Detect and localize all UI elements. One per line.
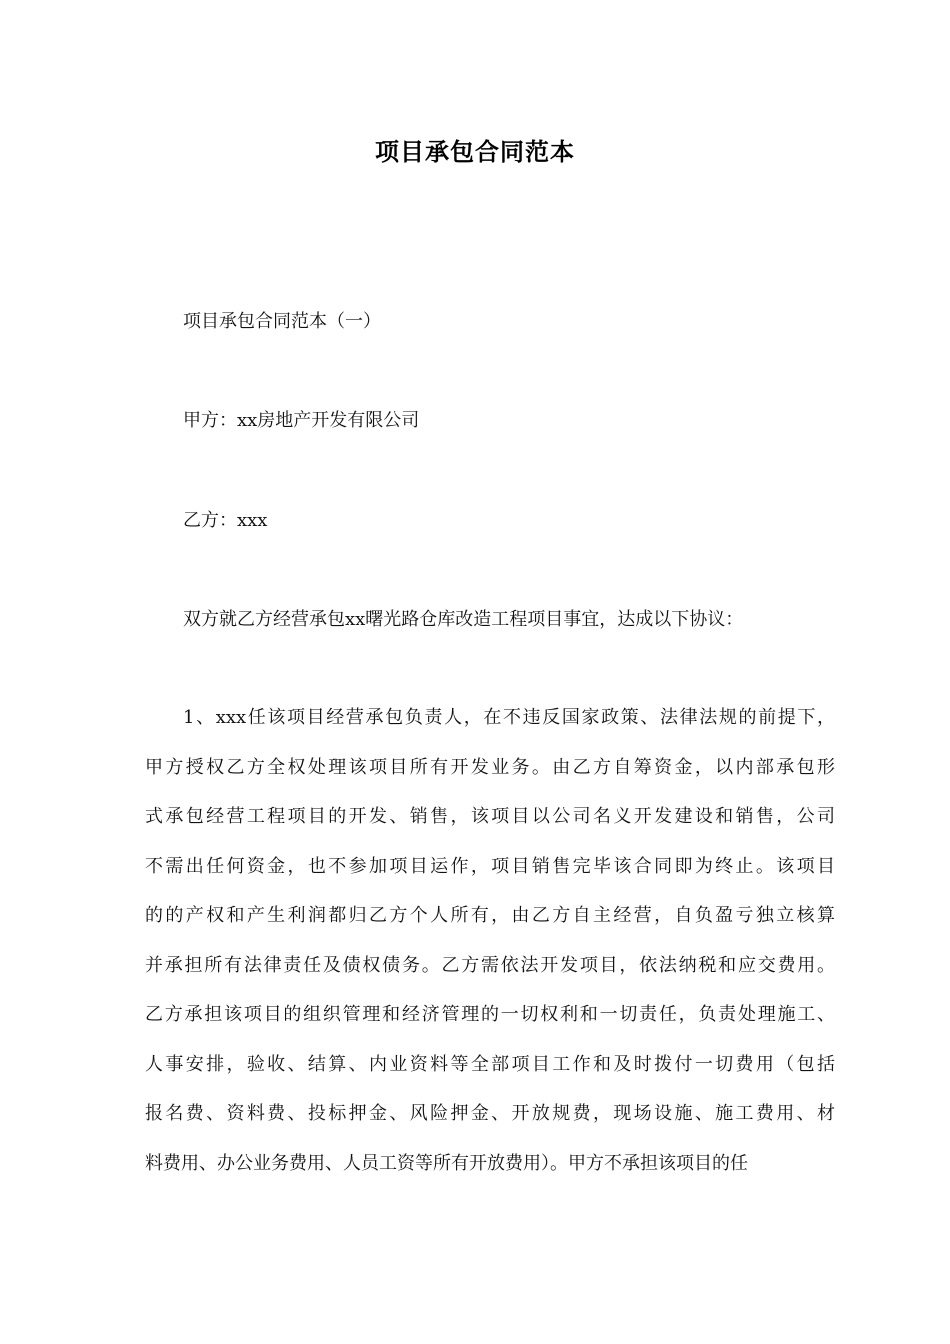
paragraph-line: 乙方承担该项目的组织管理和经济管理的一切权利和一切责任，负责处理施工、 bbox=[145, 1004, 835, 1025]
section-heading: 项目承包合同范本（一） bbox=[183, 311, 381, 332]
paragraph-line: 料费用、办公业务费用、人员工资等所有开放费用）。甲方不承担该项目的任 bbox=[145, 1152, 748, 1174]
clause-1-paragraph bbox=[145, 706, 835, 1201]
paragraph-line: 的的产权和产生利润都归乙方个人所有，由乙方自主经营，自负盈亏独立核算 bbox=[145, 905, 835, 926]
document-title: 项目承包合同范本 bbox=[375, 138, 575, 166]
paragraph-line: 并承担所有法律责任及债权债务。乙方需依法开发项目，依法纳税和应交费用。 bbox=[145, 954, 835, 976]
party-a-line: 甲方：xx房地产开发有限公司 bbox=[183, 410, 420, 431]
paragraph-line: 人事安排，验收、结算、内业资料等全部项目工作和及时拨付一切费用（包括 bbox=[145, 1053, 835, 1075]
intro-paragraph: 双方就乙方经营承包xx曙光路仓库改造工程项目事宜，达成以下协议： bbox=[183, 609, 744, 630]
paragraph-line: 不需出任何资金，也不参加项目运作，项目销售完毕该合同即为终止。该项目 bbox=[145, 855, 835, 877]
paragraph-line: 甲方授权乙方全权处理该项目所有开发业务。由乙方自筹资金，以内部承包形 bbox=[145, 756, 835, 778]
paragraph-line: 报名费、资料费、投标押金、风险押金、开放规费，现场设施、施工费用、材 bbox=[145, 1103, 835, 1124]
paragraph-line: 式承包经营工程项目的开发、销售，该项目以公司名义开发建设和销售，公司 bbox=[145, 806, 835, 827]
paragraph-line: 1、xxx任该项目经营承包负责人，在不违反国家政策、法律法规的前提下， bbox=[183, 707, 835, 728]
party-b-line: 乙方：xxx bbox=[183, 510, 268, 531]
